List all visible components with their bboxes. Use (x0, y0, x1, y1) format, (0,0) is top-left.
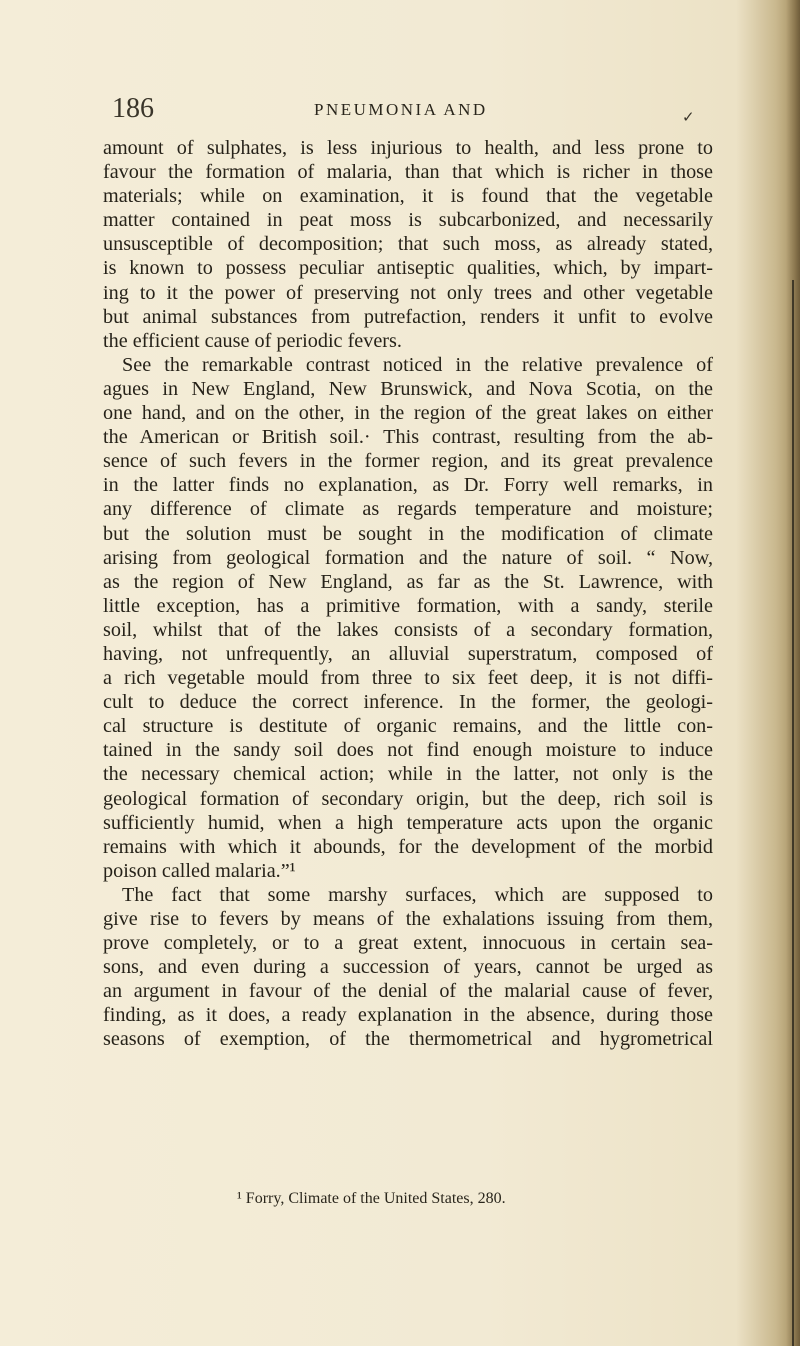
page-edge-line (792, 280, 794, 1346)
text-line: amount of sulphates, is less injurious to health, and less prone to (103, 137, 713, 159)
text-line: agues in New England, New Brunswick, and Nova Scotia, on the (103, 377, 713, 400)
text-line: unsusceptible of decomposition; that such moss, as already stated, (103, 233, 713, 256)
text-line: sufficiently humid, when a high temperature acts upon the organic (103, 811, 713, 834)
text-line: the efficient cause of periodic fevers. (103, 329, 402, 352)
text-line: cal structure is destitute of organic remains, and the little con- (103, 715, 713, 738)
text-line: an argument in favour of the denial of the malarial cause of fever, (103, 980, 713, 1003)
text-line: in the latter finds no explanation, as Dr. Forry well remarks, in (103, 474, 713, 497)
footnote: ¹ Forry, Climate of the United States, 280. (237, 1190, 506, 1207)
text-line: the necessary chemical action; while in the latter, not only is the (103, 763, 713, 786)
text-line: sence of such fevers in the former region, and its great prevalence (103, 450, 713, 473)
text-line: a rich vegetable mould from three to six feet deep, it is not diffi- (103, 667, 713, 690)
text-line: having, not unfrequently, an alluvial superstratum, composed of (103, 642, 713, 665)
text-line: prove completely, or to a great extent, innocuous in certain sea- (103, 932, 713, 955)
text-line: matter contained in peat moss is subcarbonized, and necessarily (103, 209, 713, 232)
text-line: give rise to fevers by means of the exhalations issuing from them, (103, 908, 713, 930)
text-line: sons, and even during a succession of years, cannot be urged as (103, 956, 713, 979)
pencil-check-mark: ✓ (682, 108, 695, 126)
text-line: soil, whilst that of the lakes consists of a secondary formation, (103, 618, 713, 641)
text-line: but animal substances from putrefaction, renders it unfit to evolve (103, 305, 713, 328)
text-line: little exception, has a primitive formation, with a sandy, sterile (103, 594, 713, 617)
text-line: one hand, and on the other, in the region of the great lakes on either (103, 402, 713, 425)
text-line: favour the formation of malaria, than that which is richer in those (103, 161, 713, 184)
text-line: finding, as it does, a ready explanation in the absence, during those (103, 1004, 713, 1027)
text-line: is known to possess peculiar antiseptic qualities, which, by impart- (103, 257, 713, 280)
page-number: 186 (112, 93, 154, 124)
text-line: but the solution must be sought in the modification of climate (103, 522, 713, 545)
text-line: tained in the sandy soil does not find enough moisture to induce (103, 739, 713, 762)
body-text (103, 136, 713, 1052)
running-head: PNEUMONIA AND (314, 100, 488, 119)
text-line: geological formation of secondary origin, but the deep, rich soil is (103, 787, 713, 810)
text-line: the American or British soil.· This contrast, resulting from the ab- (103, 426, 713, 449)
text-line: as the region of New England, as far as the St. Lawrence, with (103, 570, 713, 593)
text-line: arising from geological formation and the nature of soil. “ Now, (103, 546, 713, 569)
text-line: See the remarkable contrast noticed in the relative prevalence of (122, 353, 713, 376)
text-line: ing to it the power of preserving not only trees and other vegetable (103, 281, 713, 304)
text-line: remains with which it abounds, for the development of the morbid (103, 835, 713, 858)
text-line: seasons of exemption, of the thermometrical and hygrometrical (103, 1028, 713, 1051)
text-line: The fact that some marshy surfaces, which are supposed to (122, 883, 713, 906)
text-line: cult to deduce the correct inference. In the former, the geologi- (103, 691, 713, 714)
text-line: any difference of climate as regards temperature and moisture; (103, 498, 713, 521)
text-line: poison called malaria.”¹ (103, 859, 296, 882)
text-line: materials; while on examination, it is found that the vegetable (103, 185, 713, 208)
